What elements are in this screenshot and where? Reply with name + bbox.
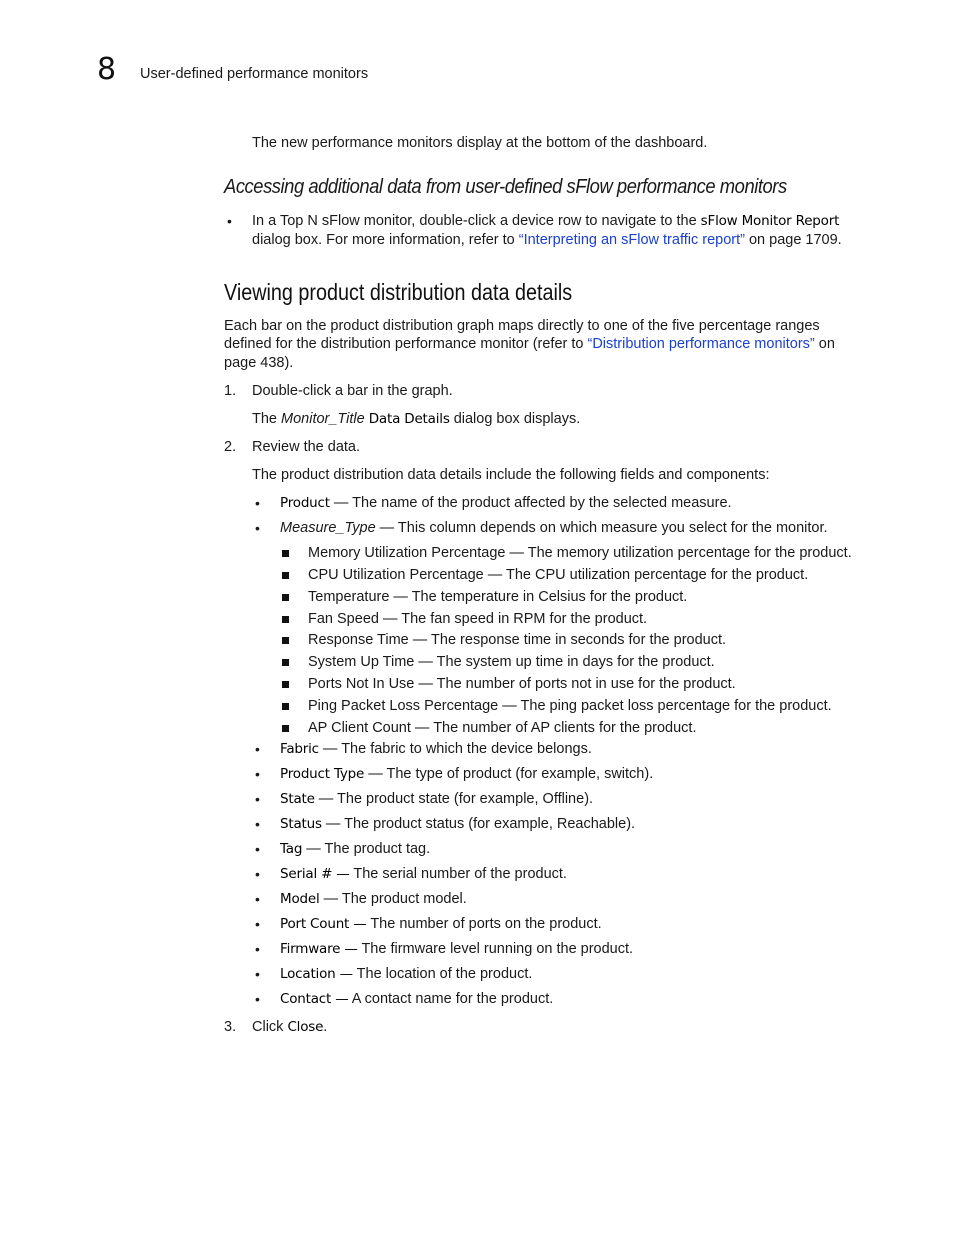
bullet-icon: • [255,966,260,982]
field-item [280,965,532,984]
access-bullet-text: In a Top N sFlow monitor, double-click a device row to navigate to the [252,213,701,229]
square-bullet-icon [282,703,289,710]
bullet-icon: • [255,791,260,807]
field-term: Model [280,891,320,907]
field-term: State [280,791,315,807]
field-item [280,990,553,1009]
bullet-icon: • [255,816,260,832]
measure-item: System Up Time — The system up time in days for the product. [308,654,715,670]
field-term: Product Type [280,766,365,782]
measure-item: Ping Packet Loss Percentage — The ping packet loss percentage for the product. [308,698,832,714]
square-bullet-icon [282,594,289,601]
field-desc: The number of ports on the product. [366,916,602,932]
step1-result-bold: Data Details [368,411,450,427]
field-item [280,890,467,909]
view-para-line3: page 438). [224,355,294,371]
step1-result-italic: Monitor_Title [281,411,365,427]
bullet-icon: • [255,841,260,857]
view-para-text2: on [814,336,835,352]
field-desc: — The type of product (for example, switch). [364,766,654,782]
step-number: 1. [224,383,237,399]
bullet-icon: • [255,991,260,1007]
measure-item: AP Client Count — The number of AP clients for the product. [308,720,697,736]
step1-result-text2: dialog box displays. [449,411,581,427]
section-heading-accessing: Accessing additional data from user-defined sFlow performance monitors [224,176,787,198]
chapter-number: 8 [97,52,117,87]
field-item [280,840,430,859]
measure-item: Ports Not In Use — The number of ports not in use for the product. [308,676,736,692]
field-term: Port Count — [280,916,367,932]
square-bullet-icon [282,572,289,579]
access-bullet-line2 [252,231,842,250]
step2-intro: The product distribution data details include the following fields and components: [252,467,770,483]
bullet-icon: • [255,916,260,932]
step2-text: Review the data. [252,439,361,455]
field-term: Status [280,816,322,832]
field-desc: The location of the product. [352,966,533,982]
section-heading-viewing: Viewing product distribution data details [224,279,573,305]
distribution-monitors-link[interactable]: “Distribution performance monitors” [587,336,815,352]
field-desc: A contact name for the product. [348,991,554,1007]
square-bullet-icon [282,725,289,732]
step3-text-b: . [323,1019,328,1035]
field-term: Tag [280,841,303,857]
field-item [280,494,732,513]
bullet-icon: • [255,866,260,882]
field-item [280,765,653,784]
square-bullet-icon [282,659,289,666]
field-desc: The firmware level running on the product. [357,941,634,957]
field-desc: — The product status (for example, Reachable). [321,816,636,832]
square-bullet-icon [282,616,289,623]
bullet-icon: • [227,213,232,229]
close-button-label: Close [287,1019,324,1035]
measure-item: Response Time — The response time in seconds for the product. [308,632,727,648]
field-item [280,790,593,809]
step3-text-a: Click [252,1019,288,1035]
measure-item: Temperature — The temperature in Celsius for the product. [308,589,688,605]
field-item [280,519,828,538]
access-bullet-text2: dialog box. For more information, refer to [252,232,519,248]
step3-text [252,1018,327,1037]
field-term: Firmware — [280,941,358,957]
field-desc: The serial number of the product. [349,866,567,882]
field-item [280,865,567,884]
bullet-icon: • [255,495,260,511]
field-item [280,740,592,759]
field-desc: — The product state (for example, Offline). [314,791,594,807]
intro-paragraph: The new performance monitors display at the bottom of the dashboard. [252,135,708,151]
view-para-line2 [224,335,835,354]
square-bullet-icon [282,637,289,644]
square-bullet-icon [282,550,289,557]
view-para-text: defined for the distribution performance monitor (refer to [224,336,588,352]
measure-item: CPU Utilization Percentage — The CPU utilization percentage for the product. [308,567,809,583]
field-term: Contact — [280,991,349,1007]
running-header-title: User-defined performance monitors [140,66,369,82]
step-number: 3. [224,1019,237,1035]
step-number: 2. [224,439,237,455]
field-desc: — The product model. [319,891,467,907]
field-item [280,940,633,959]
bullet-icon: • [255,520,260,536]
sflow-report-link[interactable]: “Interpreting an sFlow traffic report” [518,232,745,248]
field-term: Measure_Type [280,520,376,536]
field-desc: — The fabric to which the device belongs. [318,741,592,757]
square-bullet-icon [282,681,289,688]
field-term: Product [280,495,330,511]
bullet-icon: • [255,941,260,957]
measure-item: Fan Speed — The fan speed in RPM for the product. [308,611,648,627]
field-desc: — The product tag. [302,841,431,857]
field-term: Fabric [280,741,319,757]
field-term: Location — [280,966,353,982]
step1-result-text: The [252,411,282,427]
access-bullet-bold: sFlow Monitor Report [700,213,840,229]
step1-result [252,410,580,429]
view-para-line1: Each bar on the product distribution graph maps directly to one of the five percentage ranges [224,318,820,334]
bullet-icon: • [255,741,260,757]
field-desc: — This column depends on which measure you select for the monitor. [375,520,828,536]
field-item [280,815,635,834]
access-bullet-line1 [252,212,839,231]
bullet-icon: • [255,891,260,907]
step1-text: Double-click a bar in the graph. [252,383,453,399]
access-bullet-text3: on page 1709. [744,232,842,248]
field-desc: — The name of the product affected by the selected measure. [329,495,732,511]
measure-item: Memory Utilization Percentage — The memory utilization percentage for the product. [308,545,852,561]
field-item [280,915,602,934]
bullet-icon: • [255,766,260,782]
field-term: Serial # — [280,866,350,882]
